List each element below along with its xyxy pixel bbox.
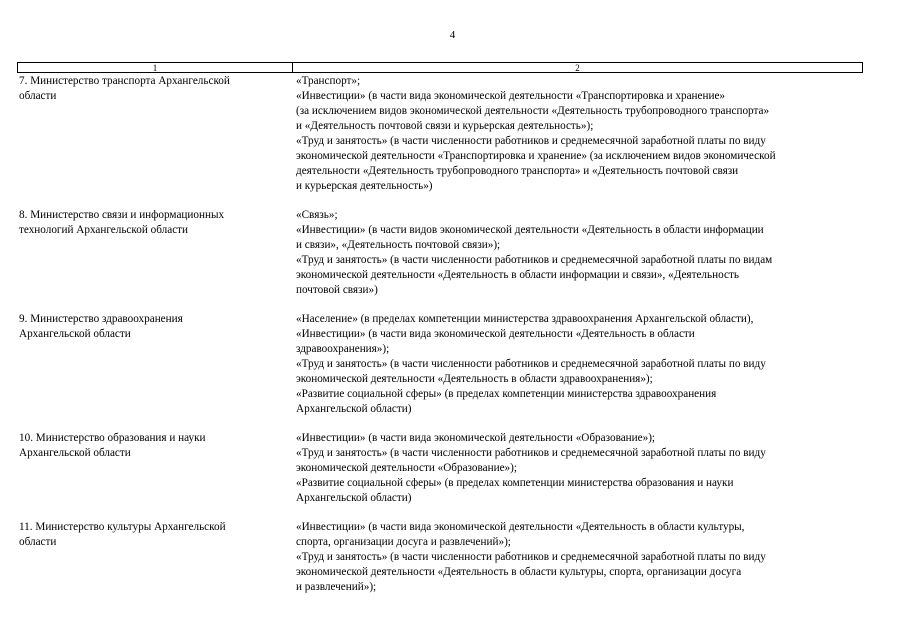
- section-line: «Инвестиции» (в части вида экономической деятельности «Образование»);: [296, 432, 656, 444]
- statistics-sections: [296, 520, 866, 595]
- section-line: (за исключением видов экономической деятельности «Деятельность трубопроводного транспорта»: [296, 105, 770, 117]
- section-line: экономической деятельности «Деятельность в области культуры, спорта, организации досуга: [296, 566, 742, 578]
- ministry-name-line: 10. Министерство образования и науки: [19, 432, 206, 444]
- section-line: экономической деятельности «Деятельность в области здравоохранения»);: [296, 373, 653, 385]
- column-header-2: 2: [293, 63, 863, 72]
- section-line: «Труд и занятость» (в части численности работников и среднемесячной заработной платы по виду: [296, 358, 766, 370]
- section-line: и «Деятельность почтовой связи и курьерская деятельность»);: [296, 120, 594, 132]
- section-line: здравоохранения»);: [296, 343, 390, 355]
- ministry-table: [17, 62, 863, 593]
- ministry-name: [19, 74, 281, 104]
- section-line: «Труд и занятость» (в части численности работников и среднемесячной заработной платы по видам: [296, 254, 773, 266]
- ministry-name-line: Архангельской области: [19, 328, 131, 340]
- section-line: и развлечений»);: [296, 581, 377, 593]
- ministry-name-line: области: [19, 90, 57, 102]
- section-line: «Транспорт»;: [296, 75, 361, 87]
- section-line: деятельности «Деятельность трубопроводного транспорта» и «Деятельность почтовой связи: [296, 165, 739, 177]
- section-line: и связи», «Деятельность почтовой связи»);: [296, 239, 501, 251]
- section-line: Архангельской области): [296, 492, 412, 504]
- page-number: 4: [449, 29, 456, 41]
- ministry-name-line: Архангельской области: [19, 447, 131, 459]
- section-line: Архангельской области): [296, 403, 412, 415]
- ministry-name: [19, 520, 281, 550]
- section-line: «Население» (в пределах компетенции министерства здравоохранения Архангельской области),: [296, 313, 754, 325]
- ministry-name-line: 7. Министерство транспорта Архангельской: [19, 75, 230, 87]
- ministry-name: [19, 208, 281, 238]
- section-line: «Инвестиции» (в части вида экономической деятельности «Деятельность в области культуры,: [296, 521, 745, 533]
- section-line: «Труд и занятость» (в части численности работников и среднемесячной заработной платы по виду: [296, 135, 766, 147]
- ministry-name-line: 11. Министерство культуры Архангельской: [19, 521, 226, 533]
- column-header-1: 1: [17, 63, 293, 72]
- ministry-name-line: технологий Архангельской области: [19, 224, 189, 236]
- section-line: «Связь»;: [296, 209, 338, 221]
- section-line: спорта, организации досуга и развлечений»);: [296, 536, 511, 548]
- ministry-name: [19, 312, 281, 342]
- section-line: и курьерская деятельность»): [296, 180, 433, 192]
- ministry-name: [19, 431, 281, 461]
- ministry-name-line: области: [19, 536, 57, 548]
- section-line: экономической деятельности «Образование»);: [296, 462, 517, 474]
- section-line: «Труд и занятость» (в части численности работников и среднемесячной заработной платы по виду: [296, 551, 766, 563]
- statistics-sections: [296, 312, 866, 417]
- section-line: экономической деятельности «Деятельность в области информации и связи», «Деятельность: [296, 269, 739, 281]
- statistics-sections: [296, 431, 866, 506]
- section-line: «Инвестиции» (в части вида экономической деятельности «Транспортировка и хранение»: [296, 90, 726, 102]
- ministry-name-line: 8. Министерство связи и информационных: [19, 209, 225, 221]
- statistics-sections: [296, 208, 866, 298]
- statistics-sections: [296, 74, 866, 194]
- ministry-name-line: 9. Министерство здравоохранения: [19, 313, 183, 325]
- section-line: «Труд и занятость» (в части численности работников и среднемесячной заработной платы по виду: [296, 447, 766, 459]
- table-header-row: [17, 62, 863, 73]
- section-line: почтовой связи»): [296, 284, 378, 296]
- section-line: «Развитие социальной сферы» (в пределах компетенции министерства образования и науки: [296, 477, 734, 489]
- section-line: «Инвестиции» (в части видов экономической деятельности «Деятельность в области информации: [296, 224, 764, 236]
- section-line: «Инвестиции» (в части вида экономической деятельности «Деятельность в области: [296, 328, 695, 340]
- section-line: экономической деятельности «Транспортировка и хранение» (за исключением видов экономической: [296, 150, 776, 162]
- section-line: «Развитие социальной сферы» (в пределах компетенции министерства здравоохранения: [296, 388, 717, 400]
